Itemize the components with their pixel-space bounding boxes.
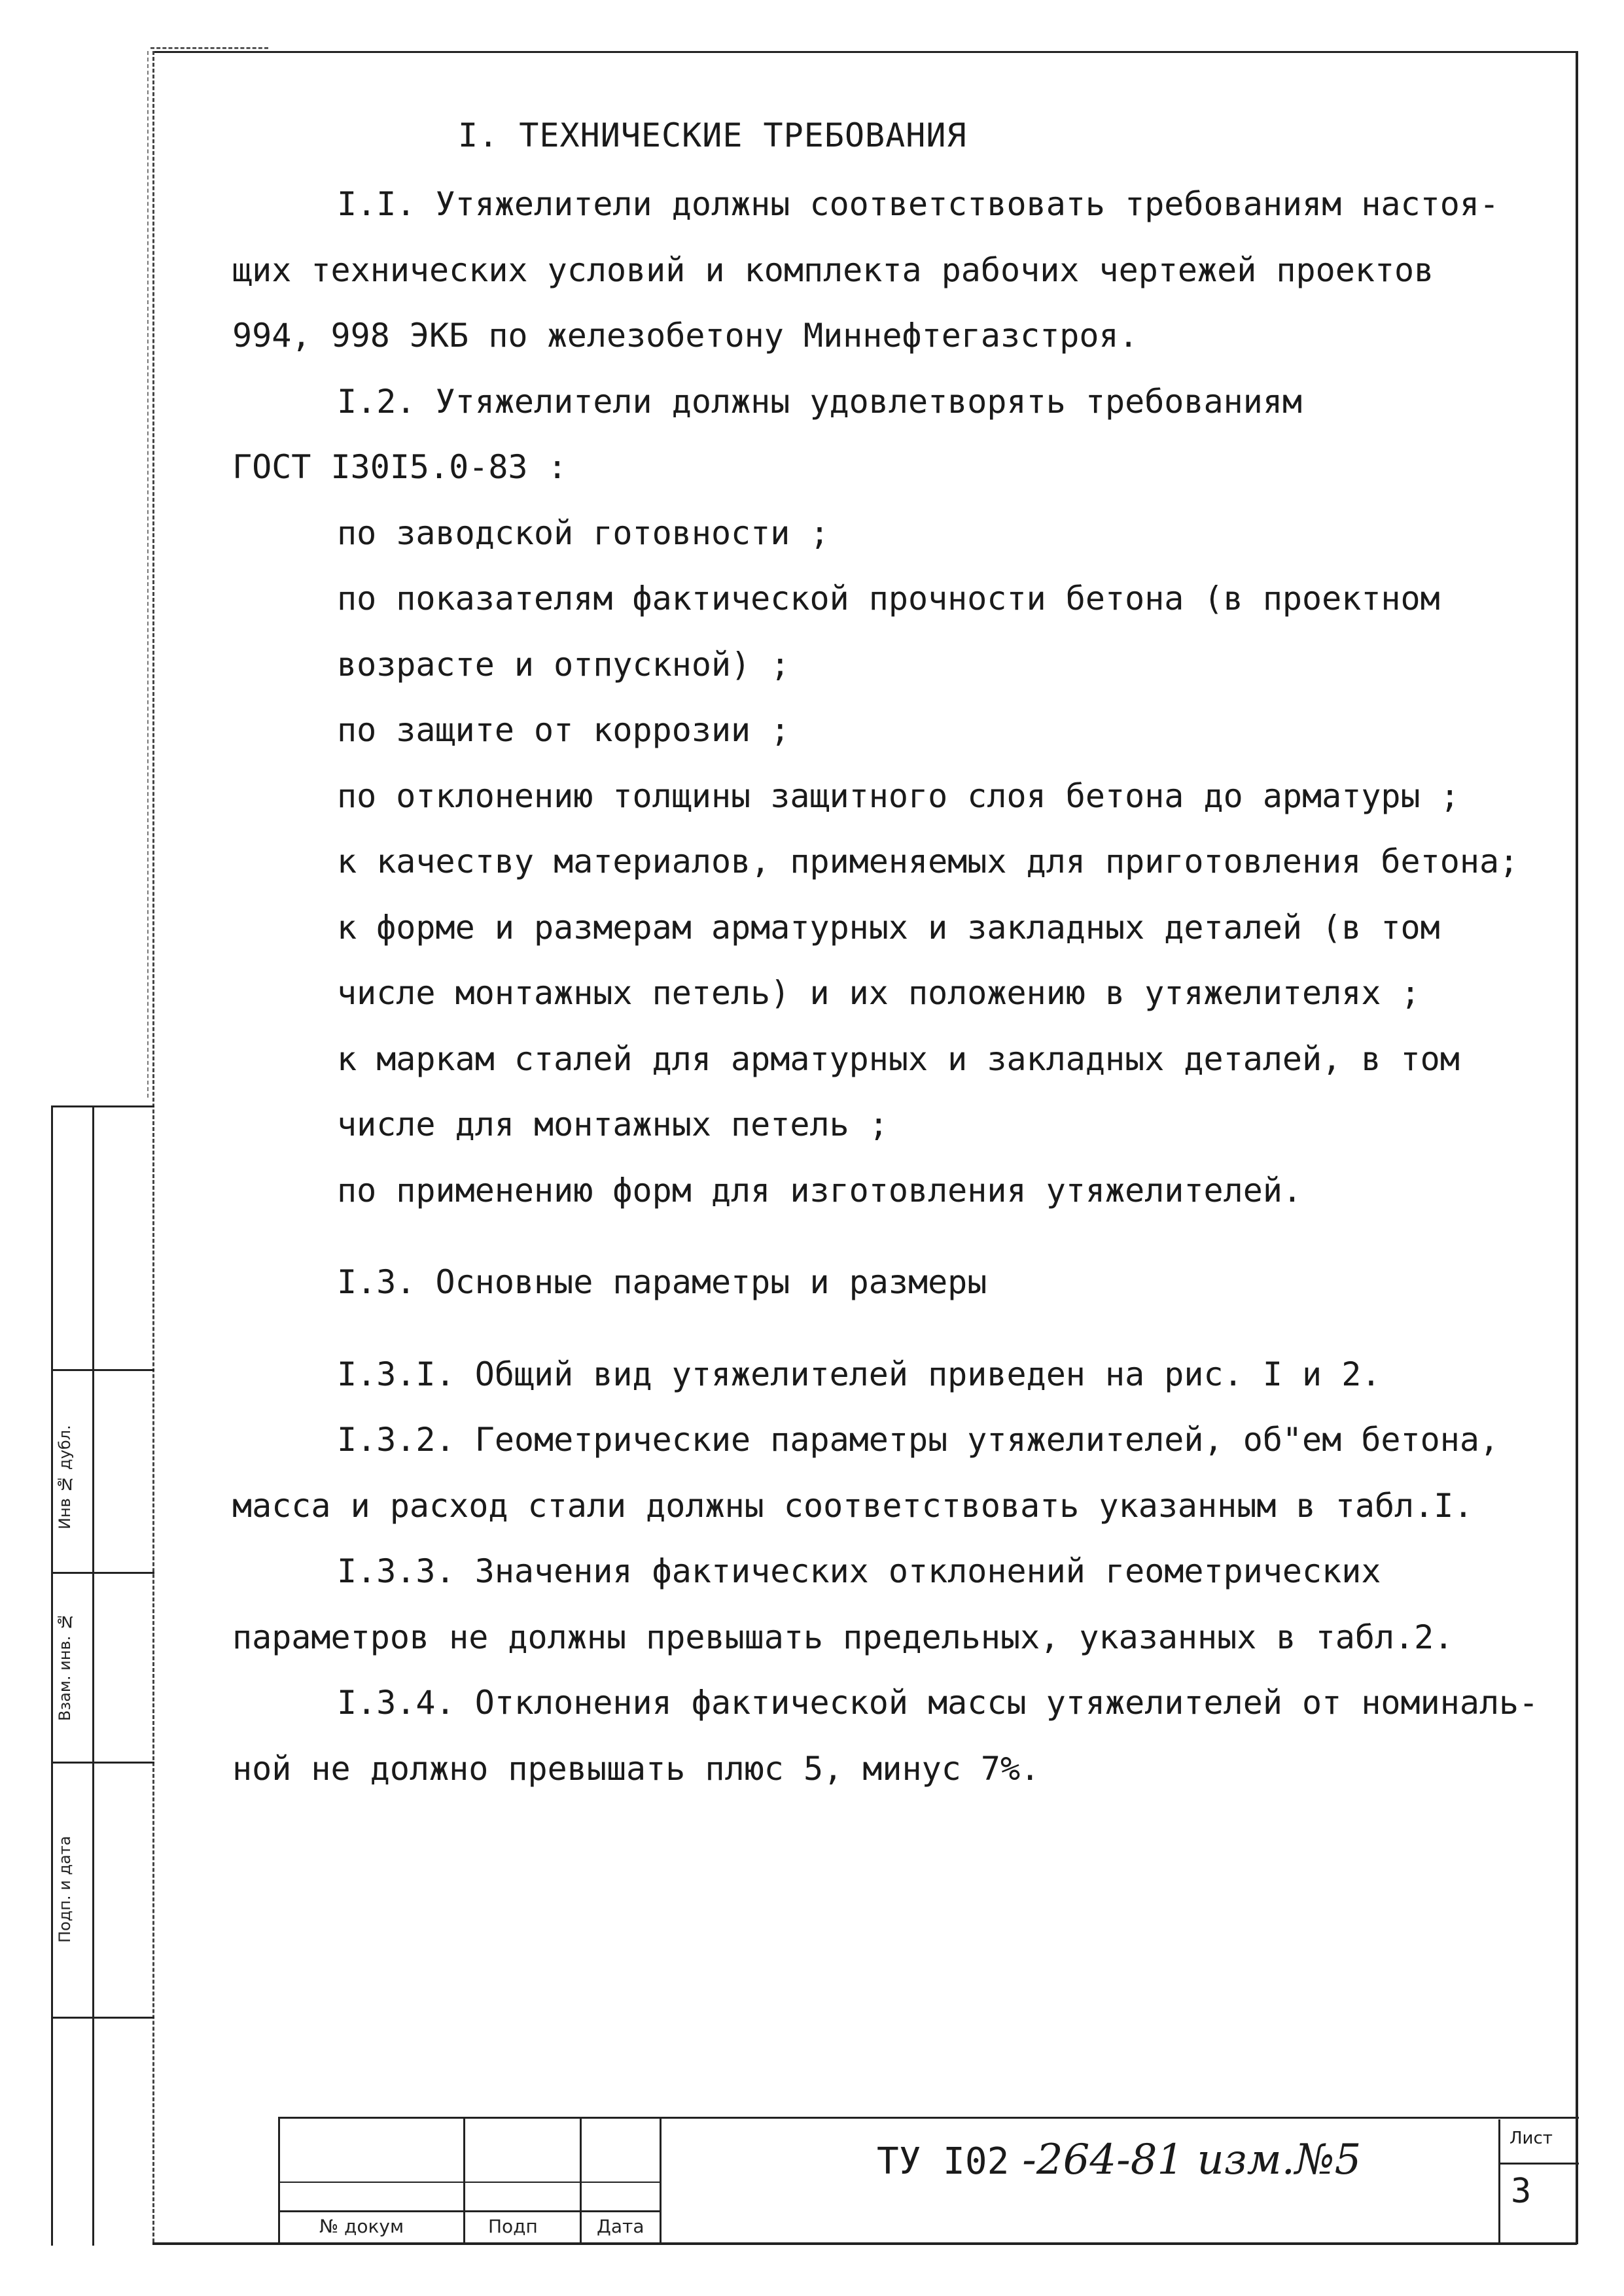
- section-title: I. ТЕХНИЧЕСКИЕ ТРЕБОВАНИЯ: [458, 116, 967, 154]
- margin-dashed-line: [147, 51, 149, 1098]
- title-block-divider: [280, 2210, 660, 2212]
- text-line: I.2. Утяжелители должны удовлетворять требованиям: [337, 382, 1303, 421]
- side-stamp-row-divider: [53, 2017, 154, 2019]
- text-line: к качеству материалов, применяемых для приготовления бетона;: [337, 843, 1519, 880]
- sheet-box: [1498, 2119, 1579, 2242]
- sheet-label: Лист: [1509, 2129, 1553, 2148]
- designation-handwritten: -264-81 изм.№5: [1022, 2136, 1362, 2184]
- paragraph-gap: [232, 1315, 1580, 1342]
- text-line: I.3.4. Отклонения фактической массы утяжелителей от номиналь-: [337, 1684, 1539, 1722]
- signature-label: Подп: [488, 2216, 538, 2237]
- text-line: I.3.I. Общий вид утяжелителей приведен на рис. I и 2.: [337, 1355, 1381, 1393]
- text-line: I.3. Основные параметры и размеры: [337, 1263, 987, 1301]
- text-line: по показателям фактической прочности бетона (в проектном: [337, 580, 1440, 617]
- document-designation: [877, 2136, 1361, 2184]
- paragraph-gap: [232, 1223, 1580, 1249]
- text-line: по применению форм для изготовления утяжелителей.: [337, 1171, 1303, 1209]
- text-line: параметров не должны превышать предельных, указанных в табл.2.: [232, 1618, 1454, 1656]
- side-stamp-label: Инв № дубл.: [56, 1425, 74, 1529]
- text-line: по защите от коррозии ;: [337, 711, 790, 749]
- text-line: масса и расход стали должны соответствовать указанным в табл.I.: [232, 1486, 1474, 1525]
- side-stamp-label: Взам. инв. №: [56, 1612, 74, 1721]
- text-line: по отклонению толщины защитного слоя бетона до арматуры ;: [337, 776, 1460, 815]
- side-stamp-label: Подп. и дата: [56, 1835, 74, 1943]
- text-line: по заводской готовности ;: [337, 513, 830, 552]
- text-line: 994, 998 ЭКБ по железобетону Миннефтегазстроя.: [232, 317, 1139, 355]
- text-line: возрасте и отпускной) ;: [337, 645, 790, 684]
- sheet-box-divider: [1500, 2163, 1579, 2165]
- title-block-divider: [280, 2182, 660, 2183]
- text-line: ной не должно превышать плюс 5, минус 7%.: [232, 1749, 1040, 1788]
- text-line: к форме и размерам арматурных и закладных деталей (в том: [337, 908, 1440, 947]
- designation-typed: ТУ I02: [877, 2140, 1010, 2183]
- text-line: I.3.2. Геометрические параметры утяжелителей, об"ем бетона,: [337, 1421, 1500, 1459]
- side-stamp-row-divider: [53, 1572, 154, 1574]
- text-line: к маркам сталей для арматурных и закладных деталей, в том: [337, 1039, 1460, 1078]
- text-line: щих технических условий и комплекта рабочих чертежей проектов: [232, 251, 1434, 289]
- side-stamp-row-divider: [53, 1762, 154, 1764]
- title-block-divider: [660, 2119, 662, 2244]
- document-body: [232, 171, 1580, 1801]
- doc-number-label: № докум: [319, 2216, 404, 2237]
- top-dashed-mark: [150, 47, 268, 49]
- text-line: ГОСТ I30I5.0-83 :: [232, 448, 567, 486]
- date-label: Дата: [597, 2216, 644, 2237]
- text-line: I.3.3. Значения фактических отклонений геометрических: [337, 1552, 1381, 1590]
- sheet-number: 3: [1511, 2172, 1532, 2211]
- side-stamp: [51, 1105, 154, 2246]
- text-line: I.I. Утяжелители должны соответствовать требованиям настоя-: [337, 185, 1500, 223]
- text-line: числе для монтажных петель ;: [337, 1105, 889, 1143]
- text-line: числе монтажных петель) и их положению в утяжелителях ;: [337, 974, 1421, 1012]
- side-stamp-row-divider: [53, 1369, 154, 1371]
- side-stamp-divider: [92, 1107, 94, 2246]
